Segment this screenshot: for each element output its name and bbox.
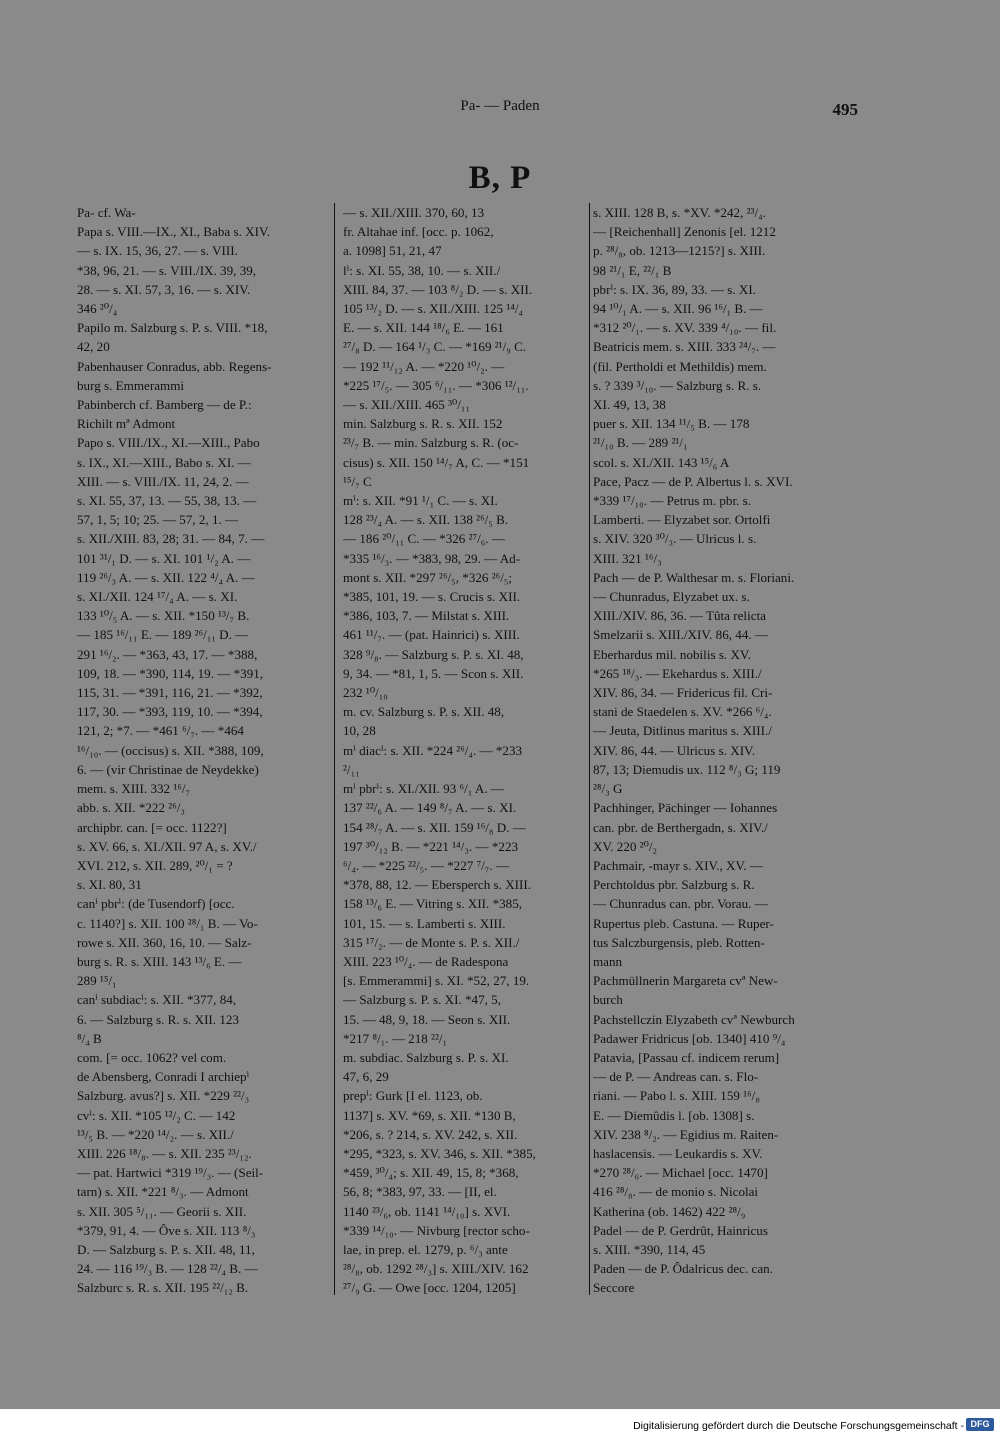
text-line: 416 ²⁸/₈. — de monio s. Nicolai <box>593 1184 759 1200</box>
funding-credit: Digitalisierung gefördert durch die Deutsche Forschungsgemeinschaft - <box>633 1420 964 1432</box>
text-line: 291 ¹⁶/₂. — *363, 43, 17. — *388, <box>77 646 258 662</box>
text-line: ²³/₇ B. — min. Salzburg s. R. (oc- <box>343 435 519 451</box>
text-line: Padel — de P. Gerdrût, Hainricus <box>593 1222 768 1238</box>
text-line: mⁱ pbrⁱ: s. XI./XII. 93 ⁶/₁ A. — <box>343 781 504 797</box>
text-line: rowe s. XII. 360, 16, 10. — Salz- <box>77 934 252 950</box>
section-title: B, P <box>468 160 532 196</box>
text-line: 98 ²¹/₁ E, ²²/₁ B <box>593 262 672 278</box>
text-line: s. XII. 305 ⁵/₁₁. — Georii s. XII. <box>77 1203 247 1219</box>
text-line: Richilt mª Admont <box>77 416 176 432</box>
text-line: lⁱ: s. XI. 55, 38, 10. — s. XII./ <box>343 262 501 278</box>
text-line: Pachhinger, Pächinger — Iohannes <box>593 800 778 816</box>
text-line: XIII./XIV. 86, 36. — Tûta relicta <box>593 608 766 624</box>
text-line: Salzburc s. R. s. XII. 195 ²²/₁₂ B. <box>77 1280 249 1296</box>
text-line: — 192 ¹¹/₁₂ A. — *220 ¹⁰/₂. — <box>343 358 505 374</box>
text-line: ²⁷/₈ D. — 164 ¹/₃ C. — *169 ²¹/₉ C. <box>343 339 527 355</box>
text-line: XIV. 86, 44. — Ulricus s. XIV. <box>593 742 756 758</box>
text-line: 115, 31. — *391, 116, 21. — *392, <box>77 685 263 701</box>
text-line: lae, in prep. el. 1279, p. ⁶/₃ ante <box>343 1241 508 1257</box>
text-line: 6. — (vir Christinae de Neydekke) <box>77 761 259 777</box>
text-line: XIII. 223 ¹⁰/₄. — de Radespona <box>343 953 509 969</box>
text-line: ²⁸/₈, ob. 1292 ²⁸/₃] s. XIII./XIV. 162 <box>343 1261 529 1277</box>
text-line: 197 ³⁰/₁₂ B. — *221 ¹⁴/₃. — *223 <box>343 838 519 854</box>
text-line: m. cv. Salzburg s. P. s. XII. 48, <box>343 704 505 720</box>
text-line: s. ? 339 ³/₁₀. — Salzburg s. R. s. <box>593 377 762 393</box>
text-line: ²/₁₁ <box>343 761 360 777</box>
text-line: canⁱ pbrⁱ: (de Tusendorf) [occ. <box>77 896 235 912</box>
text-line: pbrⁱ: s. IX. 36, 89, 33. — s. XI. <box>593 281 757 297</box>
text-line: *38, 96, 21. — s. VIII./IX. 39, 39, <box>77 262 257 278</box>
text-line: Papo s. VIII./IX., XI.—XIII., Pabo <box>77 435 260 451</box>
text-line: com. [= occ. 1062? vel com. <box>77 1049 227 1065</box>
text-line: Pachstellczin Elyzabeth cvª Newburch <box>593 1011 795 1027</box>
text-line: s. XV. 66, s. XI./XII. 97 A, s. XV./ <box>77 838 257 854</box>
text-line: E. — Diemûdis l. [ob. 1308] s. <box>593 1107 755 1123</box>
text-line: — [Reichenhall] Zenonis [el. 1212 <box>593 224 776 240</box>
text-line: 128 ²³/₄ A. — s. XII. 138 ²⁶/₅ B. <box>343 512 509 528</box>
text-line: Pabenhauser Conradus, abb. Regens- <box>77 358 272 374</box>
text-line: XIII. 226 ¹⁸/₈. — s. XII. 235 ²³/₁₂. <box>77 1145 252 1161</box>
text-line: ²⁸/₃ G <box>593 781 623 797</box>
text-line: 101, 15. — s. Lamberti s. XIII. <box>343 915 506 931</box>
text-line: — Chunradus can. pbr. Vorau. — <box>593 896 768 912</box>
text-line: *217 ⁸/₁. — 218 ²²/₁ <box>343 1030 448 1046</box>
text-line: 119 ²⁶/₃ A. — s. XII. 122 ⁴/₄ A. — <box>77 569 255 585</box>
text-line: ¹⁶/₁₀. — (occisus) s. XII. *388, 109, <box>77 742 264 758</box>
dfg-logo: DFG <box>966 1418 994 1431</box>
text-line: *339 ¹⁴/₁₀. — Nivburg [rector scho- <box>343 1222 530 1238</box>
text-line: mont s. XII. *297 ²⁶/₅, *326 ²⁶/₅; <box>343 569 513 585</box>
text-line: stani de Staedelen s. XV. *266 ⁶/₄. <box>593 704 772 720</box>
text-line: Papilo m. Salzburg s. P. s. VIII. *18, <box>77 320 268 336</box>
text-line: *295, *323, s. XV. 346, s. XII. *385, <box>343 1145 536 1161</box>
text-line: burch <box>593 992 623 1008</box>
text-line: Beatricis mem. s. XIII. 333 ²⁴/₇. — <box>593 339 776 355</box>
text-line: ⁶/₄. — *225 ²²/₅. — *227 ⁷/₇. — <box>343 857 509 873</box>
text-line: XV. 220 ²⁰/₂ <box>593 838 658 854</box>
text-line: ¹⁵/₇ C <box>343 473 372 489</box>
text-line: [s. Emmerammi] s. XI. *52, 27, 19. <box>343 973 530 989</box>
text-line: ²¹/₁₀ B. — 289 ²¹/₁ <box>593 435 688 451</box>
text-line: *206, s. ? 214, s. XV. 242, s. XII. <box>343 1126 518 1142</box>
text-line: — pat. Hartwici *319 ¹⁹/₃. — (Seil- <box>77 1165 264 1181</box>
text-line: — 186 ²⁰/₁₁ C. — *326 ²⁷/₆. — <box>343 531 505 547</box>
text-line: XIII. — s. VIII./IX. 11, 24, 2. — <box>77 473 249 489</box>
text-line: 10, 28 <box>343 723 376 739</box>
text-line: — de P. — Andreas can. s. Flo- <box>593 1069 759 1085</box>
text-line: — Jeuta, Ditlinus maritus s. XIII./ <box>593 723 772 739</box>
text-line: riani. — Pabo l. s. XIII. 159 ¹⁶/₈ <box>593 1088 760 1104</box>
text-line: 154 ²⁸/₇ A. — s. XII. 159 ¹⁶/₈ D. — <box>343 819 526 835</box>
text-line: *335 ¹⁶/₃. — *383, 98, 29. — Ad- <box>343 550 521 566</box>
text-line: XVI. 212, s. XII. 289, ²⁰/₁ = ? <box>77 857 233 873</box>
text-line: — 185 ¹⁶/₁₁ E. — 189 ²⁶/₁₁ D. — <box>77 627 249 643</box>
text-line: s. XIII. 128 B, s. *XV. *242, ²³/₄. <box>593 205 766 220</box>
text-line: p. ²⁸/₈, ob. 1213—1215?] s. XIII. <box>593 243 766 259</box>
text-line: mⁱ diacⁱ: s. XII. *224 ²⁶/₄. — *233 <box>343 742 523 758</box>
text-line: 105 ¹³/₂ D. — s. XII./XIII. 125 ¹⁴/₄ <box>343 301 524 317</box>
text-line: *265 ¹⁸/₃. — Ekehardus s. XIII./ <box>593 665 762 681</box>
text-line: mem. s. XIII. 332 ¹⁶/₇ <box>77 781 191 797</box>
text-line: XIV. 238 ⁸/₂. — Egidius m. Raiten- <box>593 1126 779 1142</box>
text-line: E. — s. XII. 144 ¹⁸/₆ E. — 161 <box>343 320 504 336</box>
text-line: tarn) s. XII. *221 ⁸/₃. — Admont <box>77 1184 249 1200</box>
text-line: Rupertus pleb. Castuna. — Ruper- <box>593 915 774 931</box>
text-line: mann <box>593 953 623 969</box>
text-column-left <box>77 203 324 1298</box>
text-column-middle <box>343 203 585 1298</box>
text-line: tus Salczburgensis, pleb. Rotten- <box>593 934 765 950</box>
text-line: *386, 103, 7. — Milstat s. XIII. <box>343 608 510 624</box>
text-line: fr. Altahae inf. [occ. p. 1062, <box>343 224 494 240</box>
text-line: Pace, Pacz — de P. Albertus l. s. XVI. <box>593 473 793 489</box>
text-line: — Chunradus, Elyzabet ux. s. <box>593 589 750 605</box>
text-line: burg s. Emmerammi <box>77 377 185 393</box>
text-line: Padawer Fridricus [ob. 1340] 410 ⁹/₄ <box>593 1030 786 1046</box>
text-line: Pa- cf. Wa- <box>77 205 136 220</box>
text-line: Smelzarii s. XIII./XIV. 86, 44. — <box>593 627 769 643</box>
text-line: *379, 91, 4. — Ôve s. XII. 113 ⁸/₃ <box>77 1222 256 1238</box>
text-line: Pachmüllnerin Margareta cvª New- <box>593 973 778 989</box>
text-line: D. — Salzburg s. P. s. XII. 48, 11, <box>77 1241 255 1257</box>
text-line: ²⁷/₉ G. — Owe [occ. 1204, 1205] <box>343 1280 516 1296</box>
text-line: s. XI. 55, 37, 13. — 55, 38, 13. — <box>77 493 257 509</box>
text-line: Lamberti. — Elyzabet sor. Ortolfi <box>593 512 771 528</box>
column-divider <box>334 203 335 1295</box>
text-line: 117, 30. — *393, 119, 10. — *394, <box>77 704 263 720</box>
text-line: 346 ²⁰/₄ <box>77 301 118 317</box>
text-line: Eberhardus mil. nobilis s. XV. <box>593 646 751 662</box>
text-line: min. Salzburg s. R. s. XII. 152 <box>343 416 503 432</box>
text-line: 315 ¹⁷/₂. — de Monte s. P. s. XII./ <box>343 934 520 950</box>
text-line: 1137] s. XV. *69, s. XII. *130 B, <box>343 1107 516 1123</box>
text-line: 137 ²²/₆ A. — 149 ⁸/₇ A. — s. XI. <box>343 800 517 816</box>
text-line: 101 ³¹/₁ D. — s. XI. 101 ¹/₂ A. — <box>77 550 251 566</box>
text-line: s. XIV. 320 ³⁰/₃. — Ulricus l. s. <box>593 531 757 547</box>
text-line: ¹³/₅ B. — *220 ¹⁴/₂. — s. XII./ <box>77 1126 234 1142</box>
text-line: 9, 34. — *81, 1, 5. — Scon s. XII. <box>343 665 524 681</box>
text-line: a. 1098] 51, 21, 47 <box>343 243 442 259</box>
text-line: — s. IX. 15, 36, 27. — s. VIII. <box>77 243 238 259</box>
text-line: Papa s. VIII.—IX., XI., Baba s. XIV. <box>77 224 270 240</box>
text-line: Pach — de P. Walthesar m. s. Floriani. <box>593 569 795 585</box>
text-line: *459, ³⁰/₄; s. XII. 49, 15, 8; *368, <box>343 1165 519 1181</box>
text-line: Patavia, [Passau cf. indicem rerum] <box>593 1049 780 1065</box>
text-line: *339 ¹⁷/₁₀. — Petrus m. pbr. s. <box>593 493 752 509</box>
text-line: 133 ¹⁰/₅ A. — s. XII. *150 ¹³/₇ B. <box>77 608 250 624</box>
text-line: 461 ¹¹/₇. — (pat. Hainrici) s. XIII. <box>343 627 520 643</box>
text-line: m. subdiac. Salzburg s. P. s. XI. <box>343 1049 509 1065</box>
text-line: archipbr. can. [= occ. 1122?] <box>77 819 227 835</box>
text-line: 57, 1, 5; 10; 25. — 57, 2, 1. — <box>77 512 239 528</box>
text-line: Perchtoldus pbr. Salzburg s. R. <box>593 877 755 893</box>
text-line: puer s. XII. 134 ¹¹/₅ B. — 178 <box>593 416 750 432</box>
text-line: 6. — Salzburg s. R. s. XII. 123 <box>77 1011 239 1027</box>
text-line: — s. XII./XIII. 370, 60, 13 <box>343 205 485 220</box>
text-line: 158 ¹³/₆ E. — Vitring s. XII. *385, <box>343 896 523 912</box>
text-line: 109, 18. — *390, 114, 19. — *391, <box>77 665 264 681</box>
text-line: *378, 88, 12. — Ebersperch s. XIII. <box>343 877 531 893</box>
page-number: 495 <box>832 100 858 119</box>
text-line: abb. s. XII. *222 ²⁶/₃ <box>77 800 185 816</box>
text-line: — s. XII./XIII. 465 ³⁰/₁₁ <box>343 397 471 413</box>
text-line: 94 ¹⁰/₁ A. — s. XII. 96 ¹⁶/₁ B. — <box>593 301 763 317</box>
text-line: Seccore <box>593 1280 635 1296</box>
text-column-right <box>593 203 857 1298</box>
text-line: — Salzburg s. P. s. XI. *47, 5, <box>343 992 501 1008</box>
text-line: can. pbr. de Berthergadn, s. XIV./ <box>593 819 768 835</box>
text-line: *312 ²⁰/₁. — s. XV. 339 ⁴/₁₀. — fil. <box>593 320 777 336</box>
text-line: 328 ⁹/₈. — Salzburg s. P. s. XI. 48, <box>343 646 524 662</box>
running-head: Pa- — Paden <box>460 98 540 114</box>
text-line: cisus) s. XII. 150 ¹⁴/₇ A, C. — *151 <box>343 454 530 470</box>
text-line: XIV. 86, 34. — Fridericus fil. Cri- <box>593 685 773 701</box>
text-line: Salzburg. avus?] s. XII. *229 ²²/₃ <box>77 1088 250 1104</box>
text-line: XIII. 84, 37. — 103 ⁸/₂ D. — s. XII. <box>343 281 533 297</box>
column-divider <box>589 203 590 1295</box>
text-line: *225 ¹⁷/₅. — 305 ⁶/₁₁. — *306 ¹²/₁₁. <box>343 377 529 393</box>
text-line: 87, 13; Diemudis ux. 112 ⁸/₃ G; 119 <box>593 761 781 777</box>
text-line: *385, 101, 19. — s. Crucis s. XII. <box>343 589 521 605</box>
text-line: 15. — 48, 9, 18. — Seon s. XII. <box>343 1011 511 1027</box>
text-line: 47, 6, 29 <box>343 1069 389 1085</box>
text-line: 1140 ²³/₆, ob. 1141 ¹⁴/₁₀] s. XVI. <box>343 1203 511 1219</box>
text-line: 232 ¹⁰/₁₀ <box>343 685 388 701</box>
text-line: (fil. Pertholdi et Methildis) mem. <box>593 358 767 374</box>
text-line: XIII. 321 ¹⁶/₃ <box>593 550 662 566</box>
text-line: haslacensis. — Leukardis s. XV. <box>593 1145 763 1161</box>
text-line: canⁱ subdiacⁱ: s. XII. *377, 84, <box>77 992 237 1008</box>
text-line: *270 ²⁸/₆. — Michael [occ. 1470] <box>593 1165 768 1181</box>
text-line: Pabinberch cf. Bamberg — de P.: <box>77 397 252 413</box>
text-line: s. IX., XI.—XIII., Babo s. XI. — <box>77 454 251 470</box>
text-line: 56, 8; *383, 97, 33. — [II, el. <box>343 1184 497 1200</box>
text-line: de Abensberg, Conradi I archiepⁱ <box>77 1069 250 1085</box>
text-line: 28. — s. XI. 57, 3, 16. — s. XIV. <box>77 281 251 297</box>
text-line: Pachmair, -mayr s. XIV., XV. — <box>593 857 763 873</box>
text-line: s. XI./XII. 124 ¹⁷/₄ A. — s. XI. <box>77 589 238 605</box>
text-line: ⁸/₄ B <box>77 1030 102 1046</box>
text-line: Paden — de P. Ôdalricus dec. can. <box>593 1261 773 1277</box>
text-line: c. 1140?] s. XII. 100 ²⁸/₁ B. — Vo- <box>77 915 258 931</box>
text-line: 24. — 116 ¹⁹/₃ B. — 128 ²²/₄ B. — <box>77 1261 258 1277</box>
text-line: scol. s. XI./XII. 143 ¹⁵/₆ A <box>593 454 730 470</box>
footer-bar <box>0 1409 1000 1437</box>
text-line: 42, 20 <box>77 339 110 355</box>
page-header <box>0 98 1000 122</box>
text-line: 121, 2; *7. — *461 ⁶/₇. — *464 <box>77 723 244 739</box>
text-line: Katherina (ob. 1462) 422 ²⁸/₉ <box>593 1203 746 1219</box>
text-line: s. XIII. *390, 114, 45 <box>593 1241 706 1257</box>
text-line: cvⁱ: s. XII. *105 ¹²/₂ C. — 142 <box>77 1107 236 1123</box>
text-line: prepⁱ: Gurk [I el. 1123, ob. <box>343 1088 483 1104</box>
text-line: burg s. R. s. XIII. 143 ¹³/₆ E. — <box>77 953 242 969</box>
text-line: s. XI. 80, 31 <box>77 877 142 893</box>
text-line: XI. 49, 13, 38 <box>593 397 666 413</box>
text-line: s. XII./XIII. 83, 28; 31. — 84, 7. — <box>77 531 265 547</box>
text-line: 289 ¹⁵/₁ <box>77 973 117 989</box>
text-line: mⁱ: s. XII. *91 ¹/₁ C. — s. XI. <box>343 493 498 509</box>
